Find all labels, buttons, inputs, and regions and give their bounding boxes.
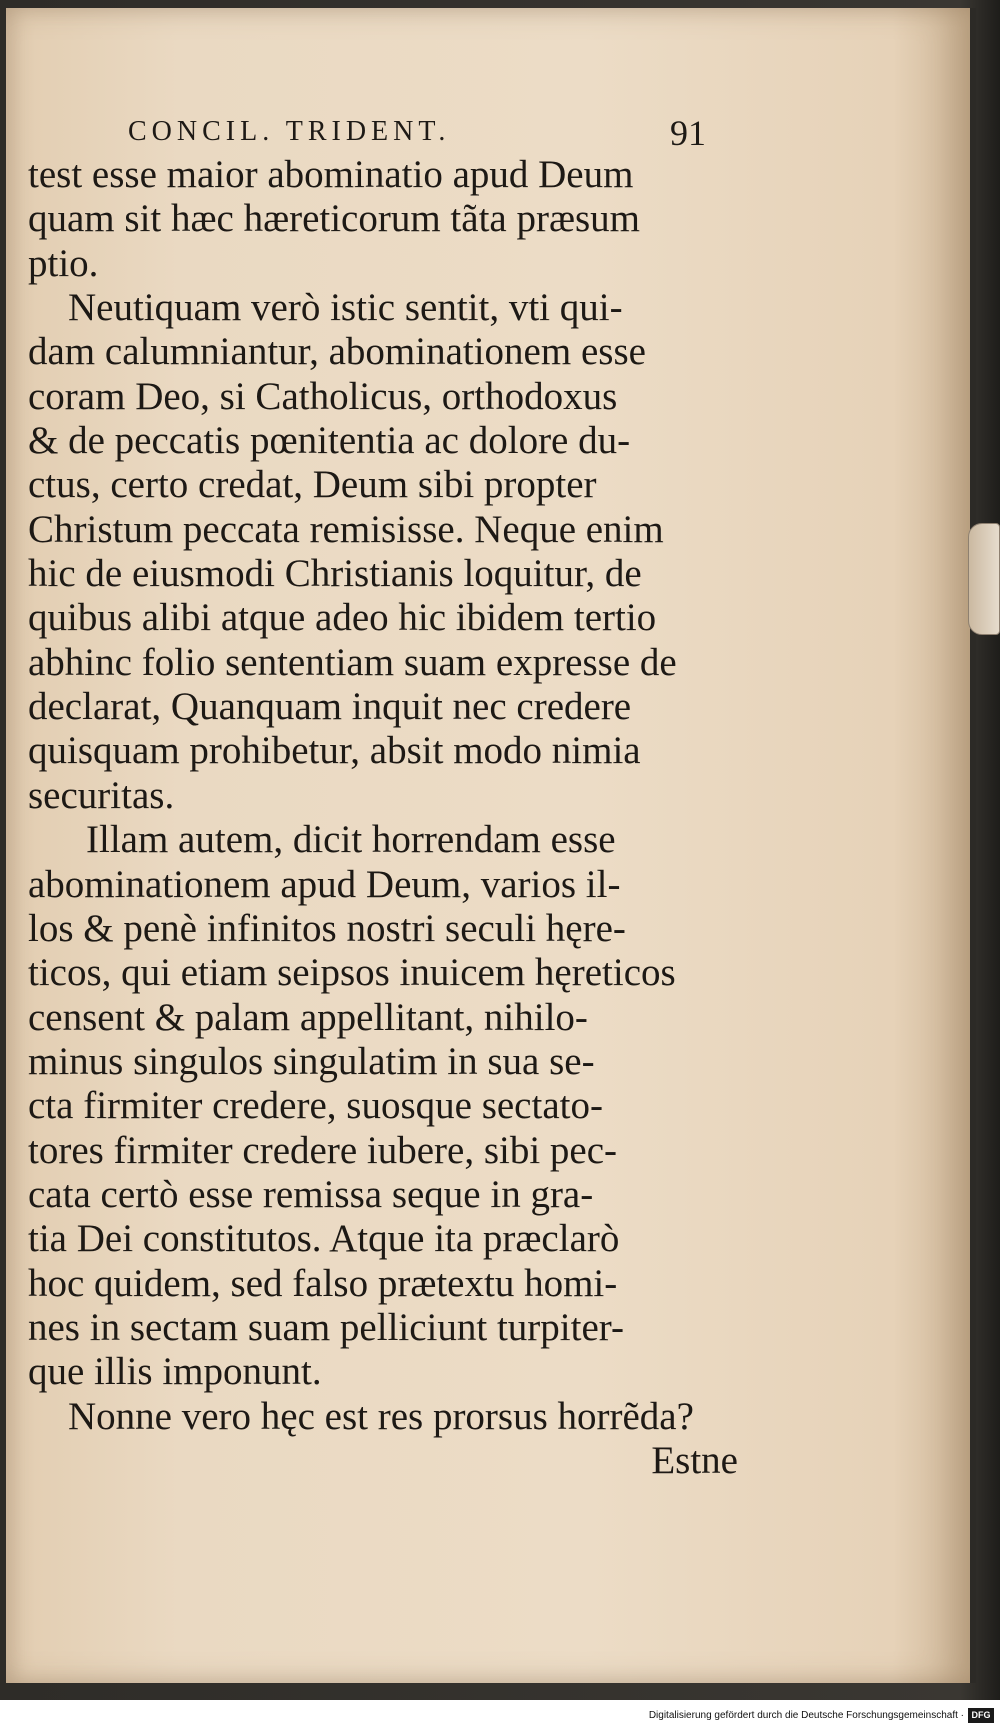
text-line: quam sit hæc hæreticorum tãta præsum — [28, 197, 640, 241]
text-line: tores firmiter credere iubere, sibi pec- — [28, 1128, 618, 1172]
body-text — [28, 153, 738, 1483]
text-line: Illam autem, dicit horrendam esse — [86, 818, 616, 862]
text-line: abhinc folio sententiam suam expresse de — [28, 640, 677, 684]
text-line: ptio. — [28, 241, 99, 285]
text-line: coram Deo, si Catholicus, orthodoxus — [28, 374, 618, 418]
text-line: Neutiquam verò istic sentit, vti qui- — [68, 286, 623, 330]
text-line: minus singulos singulatim in sua se- — [28, 1039, 595, 1083]
page-tab-marker — [968, 523, 1000, 635]
text-line: abominationem apud Deum, varios il- — [28, 862, 621, 906]
text-line: dam calumniantur, abominationem esse — [28, 330, 646, 374]
text-line: Christum peccata remisisse. Neque enim — [28, 507, 664, 551]
text-line: nes in sectam suam pelliciunt turpiter- — [28, 1305, 624, 1349]
text-line: ctus, certo credat, Deum sibi propter — [28, 463, 597, 507]
text-line: censent & palam appellitant, nihilo- — [28, 995, 588, 1039]
catchword: Estne — [651, 1438, 738, 1482]
text-line: securitas. — [28, 773, 175, 817]
text-line: quisquam prohibetur, absit modo nimia — [28, 729, 641, 773]
text-line: hic de eiusmodi Christianis loquitur, de — [28, 552, 642, 596]
funding-credit: Digitalisierung gefördert durch die Deutsche Forschungsgemeinschaft · — [648, 1710, 964, 1721]
page-number: 91 — [670, 113, 706, 153]
text-line: cata certò esse remissa seque in gra- — [28, 1172, 594, 1216]
text-line: & de peccatis pœnitentia ac dolore du- — [28, 419, 631, 463]
running-title: CONCIL. TRIDENT. — [128, 116, 451, 147]
text-line: cta firmiter credere, suosque sectato- — [28, 1084, 603, 1128]
text-line: test esse maior abominatio apud Deum — [28, 153, 634, 196]
dfg-logo: DFG — [968, 1708, 994, 1723]
text-line: hoc quidem, sed falso prætextu homi- — [28, 1261, 618, 1305]
text-line: los & penè infinitos nostri seculi hęre- — [28, 906, 626, 950]
text-line: ticos, qui etiam seipsos inuicem hęreticos — [28, 951, 676, 995]
text-line: quibus alibi atque adeo hic ibidem tertio — [28, 596, 657, 640]
text-line: tia Dei constitutos. Atque ita præclarò — [28, 1217, 620, 1261]
text-line: que illis imponunt. — [28, 1350, 322, 1394]
text-line: declarat, Quanquam inquit nec credere — [28, 685, 632, 729]
text-line: Nonne vero hęc est res prorsus horrẽda? — [68, 1394, 694, 1438]
book-page — [6, 8, 976, 1683]
digitization-footer — [0, 1700, 1000, 1735]
page-header — [128, 112, 728, 156]
